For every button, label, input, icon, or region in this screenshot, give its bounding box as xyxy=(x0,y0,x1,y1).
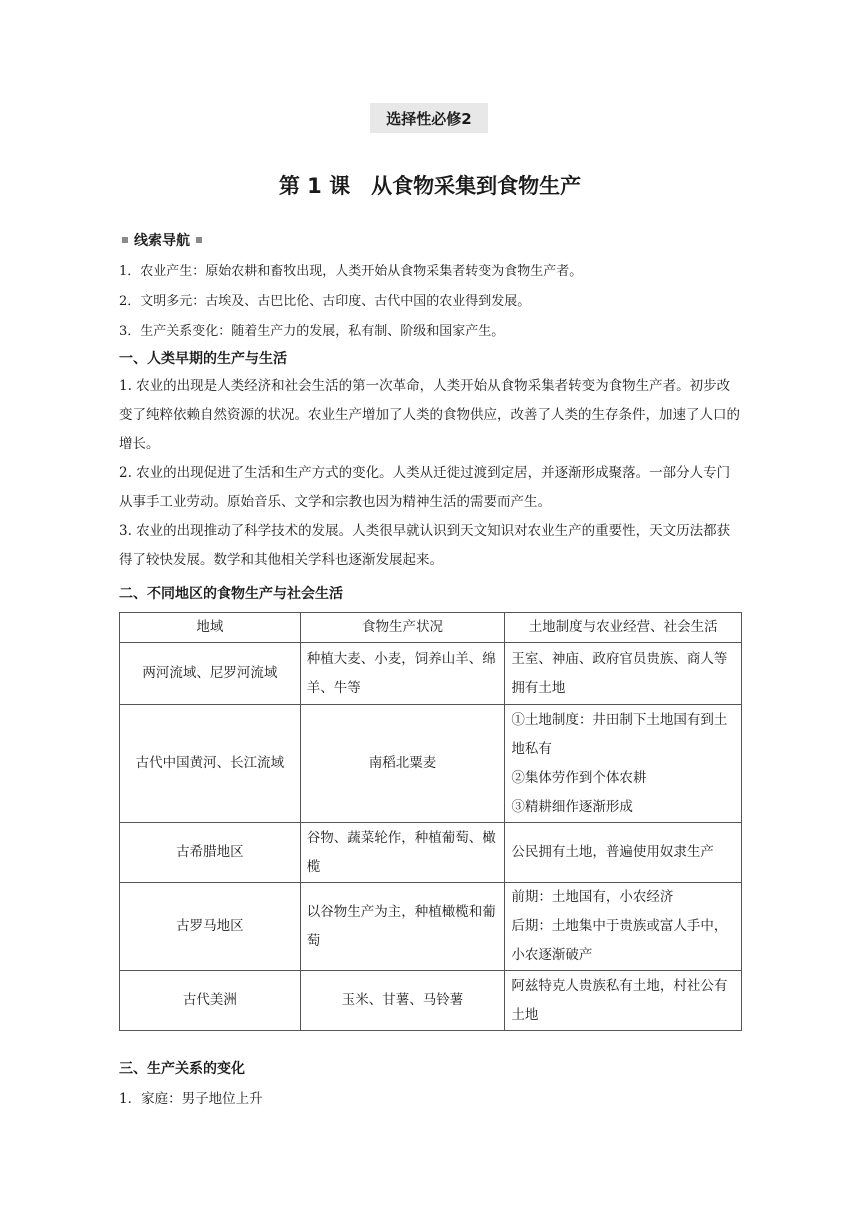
paragraph: 1. 农业的出现是人类经济和社会生活的第一次革命，人类开始从食物采集者转变为食物生产者。初步改变了纯粹依赖自然资源的状况。农业生产增加了人类的食物供应，改善了人类的生存条件，加速了人口的增长。 xyxy=(119,378,740,452)
column-header: 土地制度与农业经营、社会生活 xyxy=(505,613,742,643)
guide-item: 2．文明多元：古埃及、古巴比伦、古印度、古代中国的农业得到发展。 xyxy=(119,294,531,309)
table-cell: 阿兹特克人贵族私有土地，村社公有土地 xyxy=(505,971,742,1031)
cell-line: ②集体劳作到个体农耕 xyxy=(511,769,647,786)
cell-line: 前期：土地国有，小农经济 xyxy=(511,889,674,905)
guide-heading-text: 线索导航 xyxy=(134,233,190,249)
table-cell: 王室、神庙、政府官员贵族、商人等拥有土地 xyxy=(505,643,742,705)
table-cell: 古代中国黄河、长江流域 xyxy=(120,705,301,823)
table-cell: 以谷物生产为主，种植橄榄和葡萄 xyxy=(300,883,505,971)
paragraph: 2. 农业的出现促进了生活和生产方式的变化。人类从迁徙过渡到定居，并逐渐形成聚落。一部分人专门从事手工业劳动。原始音乐、文学和宗教也因为精神生活的需要而产生。 xyxy=(119,465,731,510)
table-cell xyxy=(505,705,742,823)
table-row xyxy=(120,883,742,971)
square-bullet-icon xyxy=(122,237,128,243)
list-item: 1．家庭：男子地位上升 xyxy=(119,1091,263,1107)
table-cell: 公民拥有土地，普遍使用奴隶生产 xyxy=(505,823,742,883)
table-cell: 古罗马地区 xyxy=(120,883,301,971)
column-header: 食物生产状况 xyxy=(300,613,505,643)
section-heading: 三、生产关系的变化 xyxy=(119,1061,245,1077)
cell-line: ③精耕细作逐渐形成 xyxy=(511,798,633,815)
guide-heading xyxy=(122,230,202,250)
table-cell: 古希腊地区 xyxy=(120,823,301,883)
table-cell: 两河流域、尼罗河流域 xyxy=(120,643,301,705)
table-header-row xyxy=(120,613,742,643)
region-table xyxy=(119,612,742,1031)
paragraph: 3. 农业的出现推动了科学技术的发展。人类很早就认识到天文知识对农业生产的重要性，天文历法都获得了较快发展。数学和其他相关学科也逐渐发展起来。 xyxy=(119,523,731,568)
table-cell: 谷物、蔬菜轮作，种植葡萄、橄榄 xyxy=(300,823,505,883)
square-bullet-icon xyxy=(196,237,202,243)
section-heading: 二、不同地区的食物生产与社会生活 xyxy=(119,586,343,602)
table-row xyxy=(120,705,742,823)
lesson-title: 第 1 课 从食物采集到食物生产 xyxy=(278,174,582,198)
table-cell: 种植大麦、小麦，饲养山羊、绵羊、牛等 xyxy=(300,643,505,705)
course-badge: 选择性必修2 xyxy=(370,103,488,133)
cell-line: ①土地制度：井田制下土地国有到土地私有 xyxy=(511,711,728,757)
section-heading: 一、人类早期的生产与生活 xyxy=(119,351,287,367)
guide-item: 1．农业产生：原始农耕和畜牧出现，人类开始从食物采集者转变为食物生产者。 xyxy=(119,264,583,279)
column-header: 地域 xyxy=(120,613,301,643)
table-cell: 玉米、甘薯、马铃薯 xyxy=(300,971,505,1031)
table-row xyxy=(120,823,742,883)
table-row xyxy=(120,971,742,1031)
table-row xyxy=(120,643,742,705)
table-cell xyxy=(505,883,742,971)
guide-item: 3．生产关系变化：随着生产力的发展，私有制、阶级和国家产生。 xyxy=(119,324,505,339)
table-cell: 南稻北粟麦 xyxy=(300,705,505,823)
table-cell: 古代美洲 xyxy=(120,971,301,1031)
cell-line: 后期：土地集中于贵族或富人手中，小农逐渐破产 xyxy=(511,918,728,963)
